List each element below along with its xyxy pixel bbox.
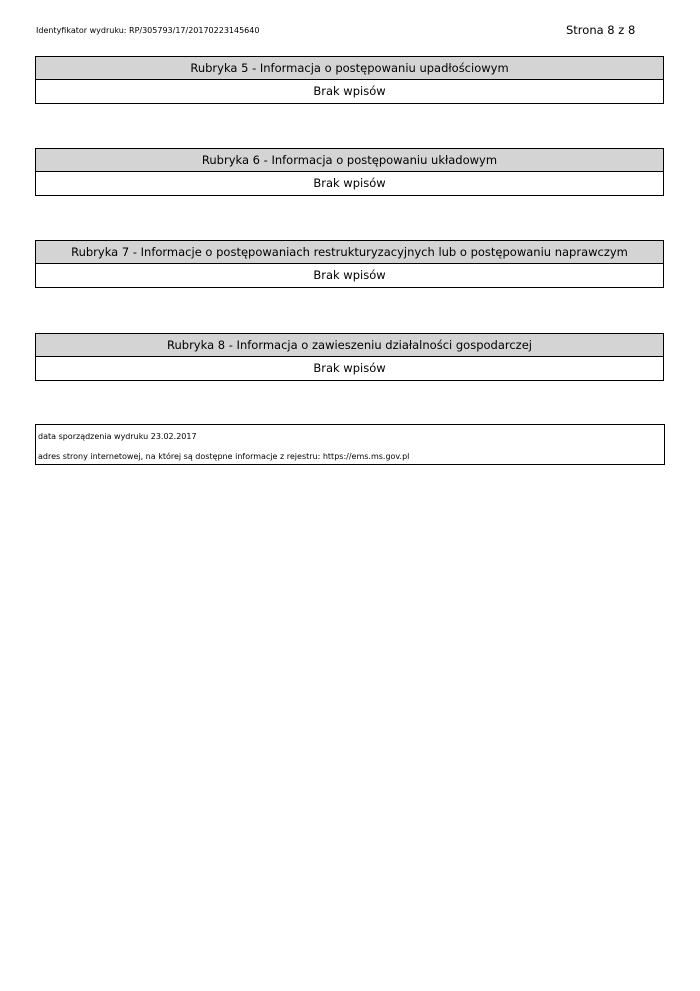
section-content: Brak wpisów — [313, 176, 386, 190]
print-info-box — [35, 424, 665, 465]
section-content: Brak wpisów — [313, 268, 386, 282]
section-rubryka-6 — [35, 148, 664, 196]
section-title: Rubryka 8 - Informacja o zawieszeniu działalności gospodarczej — [36, 334, 663, 357]
section-rubryka-5 — [35, 56, 664, 104]
print-identifier: Identyfikator wydruku: RP/305793/17/20170223145640 — [36, 26, 260, 35]
section-title: Rubryka 7 - Informacje o postępowaniach restrukturyzacyjnych lub o postępowaniu naprawczym — [36, 241, 663, 264]
section-content: Brak wpisów — [313, 84, 386, 98]
section-title: Rubryka 5 - Informacja o postępowaniu upadłościowym — [36, 57, 663, 80]
page-number: Strona 8 z 8 — [566, 23, 636, 37]
registry-url-line: adres strony internetowej, na której są dostępne informacje z rejestru: https://ems.ms.gov.pl — [38, 452, 410, 461]
section-rubryka-7 — [35, 240, 664, 288]
section-content: Brak wpisów — [313, 361, 386, 375]
print-date: data sporządzenia wydruku 23.02.2017 — [38, 432, 197, 441]
section-title: Rubryka 6 - Informacja o postępowaniu układowym — [36, 149, 663, 172]
section-rubryka-8 — [35, 333, 664, 381]
